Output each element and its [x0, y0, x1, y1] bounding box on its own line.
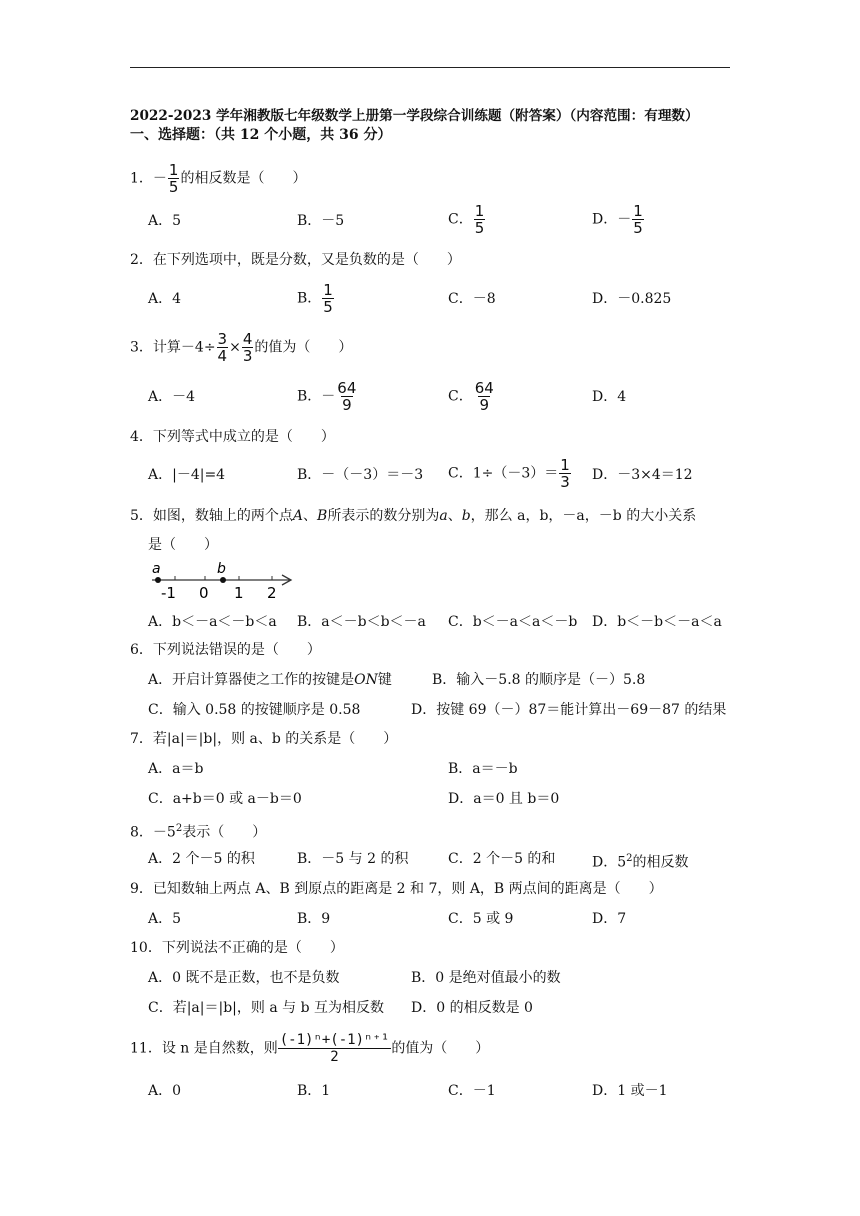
q3-option-b[interactable]: B．－ $\frac{64}{9}$ — [297, 379, 357, 414]
tick-label: 0 — [199, 584, 209, 602]
q11-option-d[interactable]: D．1 或－1 — [592, 1083, 668, 1099]
question-2: 2．在下列选项中，既是分数，又是负数的是（ ） — [130, 252, 461, 268]
q7-option-d[interactable]: D．a＝0 且 b＝0 — [448, 791, 560, 807]
q10-option-c[interactable]: C．若|a|＝|b|，则 a 与 b 互为相反数 — [148, 1000, 384, 1016]
q9-option-d[interactable]: D．7 — [592, 911, 627, 927]
q5-option-c[interactable]: C．b＜－a＜a＜－b — [448, 614, 578, 630]
q4-option-b[interactable]: B．－（－3）＝－3 — [297, 467, 424, 483]
q2-option-a[interactable]: A．4 — [148, 291, 182, 307]
tick-label: -1 — [161, 584, 176, 602]
number-line-figure — [148, 560, 298, 602]
point-a-label: a — [152, 561, 161, 577]
q2-option-b[interactable]: B． $\frac{1}{5}$ — [297, 281, 333, 316]
question-6: 6．下列说法错误的是（ ） — [130, 642, 321, 658]
question-3: 3．计算－4÷ $\frac{3}{4}$ × $\frac{4}{3}$ 的值为（ ） — [130, 330, 353, 365]
question-7: 7．若|a|＝|b|，则 a、b 的关系是（ ） — [130, 731, 398, 747]
question-9: 9．已知数轴上两点 A、B 到原点的距离是 2 和 7，则 A，B 两点间的距离是（ ） — [130, 881, 663, 897]
q8-option-d[interactable]: D．$5^2$的相反数 — [592, 853, 689, 871]
fraction: $\frac{\text{(-1)ⁿ+(-1)ⁿ⁺¹}}{2}$ — [279, 1032, 390, 1065]
q1-option-c[interactable]: C． $\frac{1}{5}$ — [448, 202, 485, 237]
question-4: 4．下列等式中成立的是（ ） — [130, 429, 335, 445]
q10-option-b[interactable]: B．0 是绝对值最小的数 — [411, 970, 561, 986]
q4-option-d[interactable]: D．－3×4＝12 — [592, 467, 693, 483]
q3-option-d[interactable]: D．4 — [592, 389, 627, 405]
section-heading: 一、选择题：（共 12 个小题，共 36 分） — [130, 127, 392, 143]
q7-option-b[interactable]: B．a＝－b — [448, 761, 518, 777]
point-a-dot — [155, 577, 161, 583]
point-b-dot — [220, 577, 226, 583]
question-5-line2: 是（ ） — [148, 537, 218, 553]
q3-option-a[interactable]: A．－4 — [148, 389, 196, 405]
header-rule — [130, 67, 730, 68]
tick-label: 1 — [234, 584, 244, 602]
q1-option-b[interactable]: B．－5 — [297, 213, 345, 229]
question-8: 8．$-5^2$表示（ ） — [130, 823, 267, 841]
doc-title: 2022-2023 学年湘教版七年级数学上册第一学段综合训练题（附答案）（内容范围：有理数） — [130, 108, 699, 124]
q9-option-a[interactable]: A．5 — [148, 911, 182, 927]
q1-option-d[interactable]: D．－ $\frac{1}{5}$ — [592, 202, 643, 237]
q7-option-a[interactable]: A．a＝b — [148, 761, 204, 777]
q6-option-c[interactable]: C．输入 0.58 的按键顺序是 0.58 — [148, 702, 361, 718]
q11-option-a[interactable]: A．0 — [148, 1083, 182, 1099]
q8-option-b[interactable]: B．－5 与 2 的积 — [297, 851, 409, 867]
question-1: 1．－ $\frac{1}{5}$ 的相反数是（ ） — [130, 161, 307, 196]
fraction: $\frac{1}{5}$ — [168, 161, 179, 196]
q7-option-c[interactable]: C．a+b＝0 或 a－b＝0 — [148, 791, 302, 807]
q5-option-a[interactable]: A．b＜－a＜－b＜a — [148, 614, 277, 630]
question-5: 5．如图，数轴上的两个点A、B所表示的数分别为a、b，那么 a，b，－a，－b 的大小关系 — [130, 508, 697, 524]
q8-option-c[interactable]: C．2 个－5 的和 — [448, 851, 556, 867]
q1-option-a[interactable]: A．5 — [148, 213, 182, 229]
q2-option-c[interactable]: C．－8 — [448, 291, 496, 307]
q6-option-a[interactable]: A．开启计算器使之工作的按键是ON键 — [148, 672, 392, 688]
q3-option-c[interactable]: C． $\frac{64}{9}$ — [448, 379, 494, 414]
q10-option-a[interactable]: A．0 既不是正数，也不是负数 — [148, 970, 340, 986]
q9-option-c[interactable]: C．5 或 9 — [448, 911, 514, 927]
q2-option-d[interactable]: D．－0.825 — [592, 291, 672, 307]
question-10: 10．下列说法不正确的是（ ） — [130, 940, 344, 956]
q6-option-d[interactable]: D．按键 69（－）87＝能计算出－69－87 的结果 — [411, 702, 727, 718]
q11-option-b[interactable]: B．1 — [297, 1083, 331, 1099]
q4-option-c[interactable]: C．1÷（－3）＝ $\frac{1}{3}$ — [448, 456, 570, 491]
q9-option-b[interactable]: B．9 — [297, 911, 331, 927]
tick-label: 2 — [267, 584, 277, 602]
q10-option-d[interactable]: D．0 的相反数是 0 — [411, 1000, 533, 1016]
q6-option-b[interactable]: B．输入－5.8 的顺序是（－）5.8 — [432, 672, 646, 688]
q5-option-d[interactable]: D．b＜－b＜－a＜a — [592, 614, 722, 630]
q11-option-c[interactable]: C．－1 — [448, 1083, 496, 1099]
point-b-label: b — [217, 561, 226, 577]
q5-option-b[interactable]: B．a＜－b＜b＜－a — [297, 614, 426, 630]
question-11: 11．设 n 是自然数，则 $\frac{\text{(-1)ⁿ+(-1)ⁿ⁺¹}}{2}$ 的值为（ ） — [130, 1032, 490, 1065]
q8-option-a[interactable]: A．2 个－5 的积 — [148, 851, 255, 867]
q4-option-a[interactable]: A．|－4|=4 — [148, 467, 226, 483]
